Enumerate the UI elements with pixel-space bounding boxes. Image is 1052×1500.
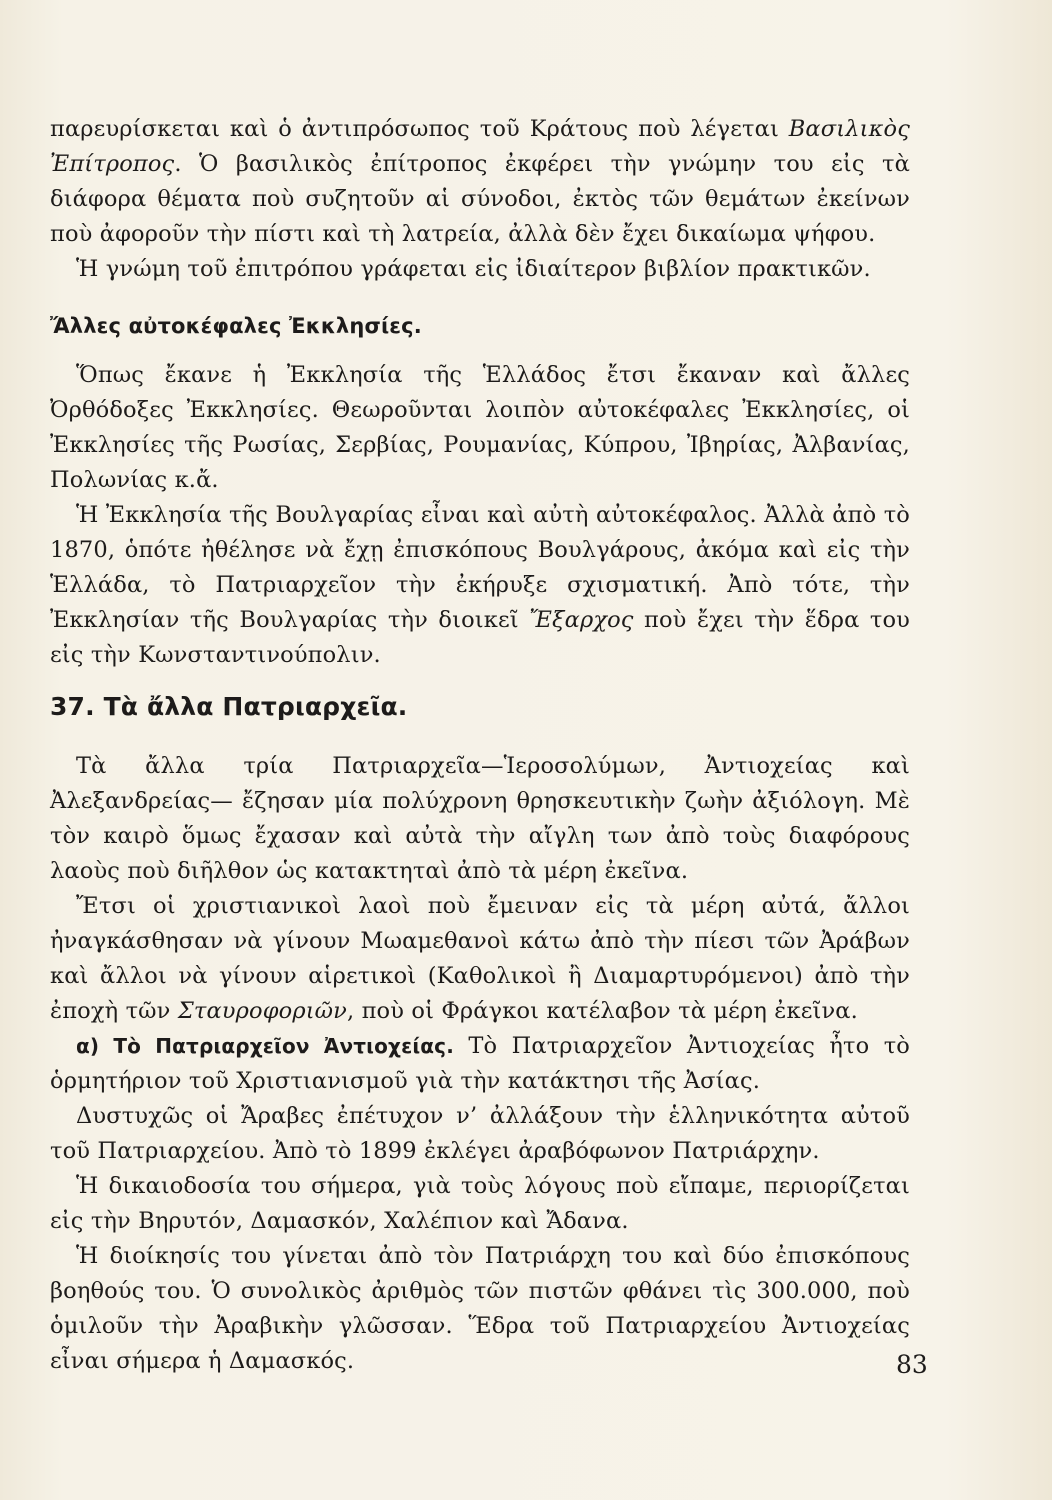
paragraph-8: Δυστυχῶς οἱ Ἄραβες ἐπέτυχον ν’ ἀλλάξουν τὴν ἑλληνικότητα αὐτοῦ τοῦ Πατριαρχείου. Ἀπὸ τὸ 1899 ἐκλέγει ἀραβόφωνον Πατριάρχην. xyxy=(50,1103,910,1164)
paragraph-6: Ἔτσι οἱ χριστιανικοὶ λαοὶ ποὺ ἔμειναν εἰς τὰ μέρη αὐτά, ἄλλοι ἠναγκάσθησαν νὰ γίνουν Μωαμεθανοὶ κάτω ἀπὸ τὴν πίεσι τῶν Ἀράβων καὶ ἄλλοι νὰ γίνουν αἱρετικοὶ (Καθολικοὶ ἢ Διαμαρτυρόμενοι) ἀπὸ τὴν ἐποχὴ τῶν Σταυροφοριῶν, ποὺ οἱ Φράγκοι κατέλαβον τὰ μέρη ἐκεῖνα. xyxy=(50,893,910,1024)
paragraph-5: Τὰ ἄλλα τρία Πατριαρχεῖα—Ἱεροσολύμων, Ἀντιοχείας καὶ Ἀλεξανδρείας— ἔζησαν μία πολύχρονη θρησκευτικὴν ζωὴν ἀξιόλογη. Μὲ τὸν καιρὸ ὅμως ἔχασαν καὶ αὐτὰ τὴν αἴγλη των ἀπὸ τοὺς διαφόρους λαοὺς ποὺ διῆλθον ὡς κατακτηταὶ ἀπὸ τὰ μέρη ἐκεῖνα. xyxy=(50,753,910,884)
chapter-title: 37. Τὰ ἄλλα Πατριαρχεῖα. xyxy=(50,692,408,721)
body-text xyxy=(50,112,910,1379)
paragraph-9: Ἡ δικαιοδοσία του σήμερα, γιὰ τοὺς λόγους ποὺ εἴπαμε, περιορίζεται εἰς τὴν Βηρυτόν, Δαμασκόν, Χαλέπιον καὶ Ἄδανα. xyxy=(50,1173,910,1234)
section-heading: Ἄλλες αὐτοκέφαλες Ἐκκλησίες. xyxy=(50,314,422,338)
paragraph-1: παρευρίσκεται καὶ ὁ ἀντιπρόσωπος τοῦ Κράτους ποὺ λέγεται Βασιλικὸς Ἐπίτροπος. Ὁ βασιλικὸς ἐπίτροπος ἐκφέρει τὴν γνώμην του εἰς τὰ διάφορα θέματα ποὺ συζητοῦν αἱ σύνοδοι, ἐκτὸς τῶν θεμάτων ἐκείνων ποὺ ἀφοροῦν τὴν πίστι καὶ τὴ λατρεία, ἀλλὰ δὲν ἔχει δικαίωμα ψήφου. xyxy=(50,116,910,247)
subsection-heading: α) Τὸ Πατριαρχεῖον Ἀντιοχείας. xyxy=(76,1034,454,1058)
italic-term: Βασιλικὸς Ἐπίτροπος xyxy=(50,116,910,177)
italic-term: Σταυροφοριῶν xyxy=(177,998,347,1024)
page-number: 83 xyxy=(896,1350,928,1379)
paragraph-7: α) Τὸ Πατριαρχεῖον Ἀντιοχείας. Τὸ Πατριαρχεῖον Ἀντιοχείας ἦτο τὸ ὁρμητήριον τοῦ Χριστιανισμοῦ γιὰ τὴν κατάκτησι τῆς Ἀσίας. xyxy=(50,1033,910,1094)
paragraph-10: Ἡ διοίκησίς του γίνεται ἀπὸ τὸν Πατριάρχη του καὶ δύο ἐπισκόπους βοηθούς του. Ὁ συνολικὸς ἀριθμὸς τῶν πιστῶν φθάνει τὶς 300.000, ποὺ ὁμιλοῦν τὴν Ἀραβικὴν γλῶσσαν. Ἕδρα τοῦ Πατριαρχείου Ἀντιοχείας εἶναι σήμερα ἡ Δαμασκός. xyxy=(50,1243,910,1374)
paragraph-4: Ἡ Ἐκκλησία τῆς Βουλγαρίας εἶναι καὶ αὐτὴ αὐτοκέφαλος. Ἀλλὰ ἀπὸ τὸ 1870, ὁπότε ἠθέλησε νὰ ἔχῃ ἐπισκόπους Βουλγάρους, ἀκόμα καὶ εἰς τὴν Ἑλλάδα, τὸ Πατριαρχεῖον τὴν ἐκήρυξε σχισματική. Ἀπὸ τότε, τὴν Ἐκκλησίαν τῆς Βουλγαρίας τὴν διοικεῖ Ἔξαρχος ποὺ ἔχει τὴν ἕδρα του εἰς τὴν Κωνσταντινούπολιν. xyxy=(50,502,911,668)
paragraph-2: Ἡ γνώμη τοῦ ἐπιτρόπου γράφεται εἰς ἰδιαίτερον βιβλίον πρακτικῶν. xyxy=(76,256,871,282)
paragraph-3: Ὅπως ἔκανε ἡ Ἐκκλησία τῆς Ἑλλάδος ἔτσι ἔκαναν καὶ ἄλλες Ὀρθόδοξες Ἐκκλησίες. Θεωροῦνται λοιπὸν αὐτοκέφαλες Ἐκκλησίες, οἱ Ἐκκλησίες τῆς Ρωσίας, Σερβίας, Ρουμανίας, Κύπρου, Ἰβηρίας, Ἀλβανίας, Πολωνίας κ.ἄ. xyxy=(50,362,910,493)
italic-term: Ἔξαρχος xyxy=(529,607,634,633)
